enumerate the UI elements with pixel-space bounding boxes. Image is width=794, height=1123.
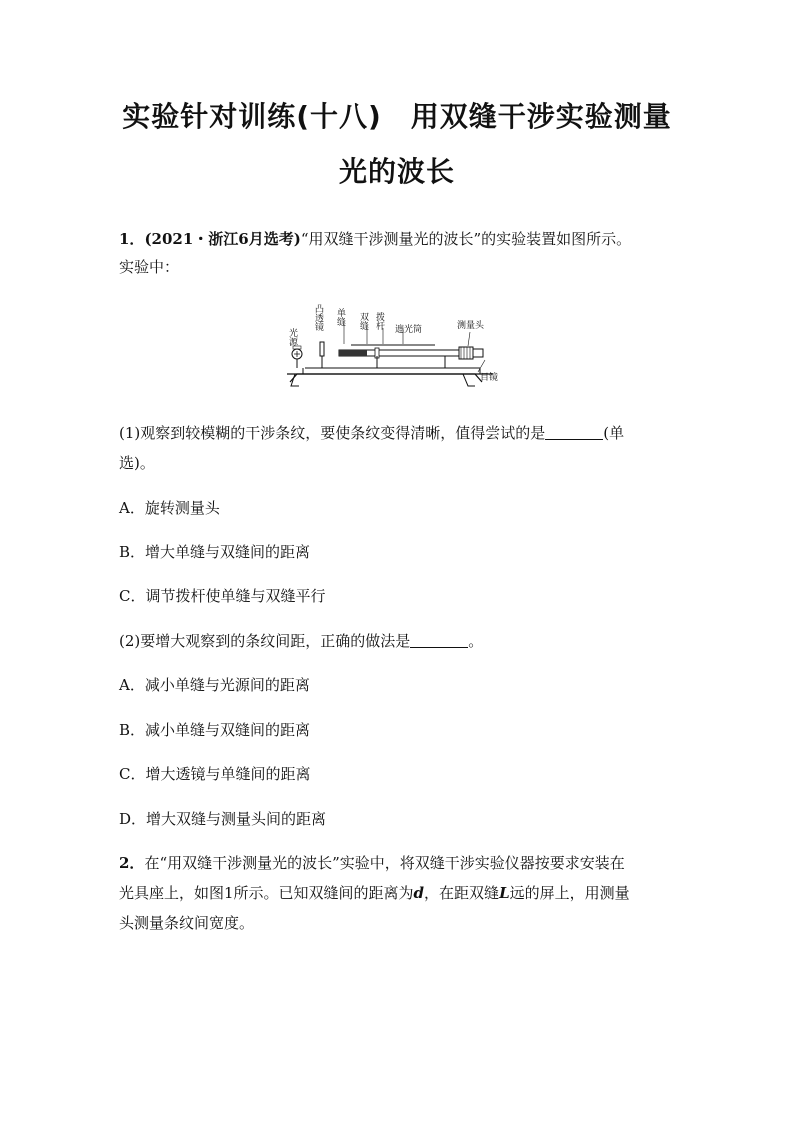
label-double-slit: 双缝 (358, 312, 368, 330)
q1-sub1-stem-line2: 选)。 (119, 454, 155, 472)
q1-sub1-option-b: B．增大单缝与双缝间的距离 (119, 543, 311, 561)
optical-bench (287, 368, 493, 386)
answer-blank[interactable] (545, 425, 603, 440)
q1-sub2-option-b: B．减小单缝与双缝间的距离 (119, 721, 311, 739)
q2-stem-text: 在“用双缝干涉测量光的波长”实验中，将双缝干涉实验仪器按要求安装在 (144, 854, 625, 872)
label-shade-tube: 遮光筒 (395, 325, 423, 335)
q2-stem-line3: 头测量条纹间宽度。 (119, 914, 255, 932)
q2-text-a: 光具座上，如图1所示。已知双缝间的距离为 (119, 884, 414, 902)
q2-text-c: 远的屏上，用测量 (509, 884, 630, 902)
q1-sub2-stem-suffix: 。 (468, 632, 484, 650)
q1-sub1-stem-text: (1)观察到较模糊的干涉条纹，要使条纹变得清晰，值得尝试的是 (119, 424, 546, 442)
apparatus-diagram (285, 300, 510, 392)
q1-stem-line1 (119, 228, 631, 249)
label-eyepiece: 目镜 (480, 373, 499, 383)
label-convex-lens: 凸透镜 (313, 304, 323, 331)
q1-sub1-option-c: C．调节拨杆使单缝与双缝平行 (119, 587, 326, 605)
label-light-source: 光源 (287, 328, 297, 346)
q1-sub2-stem (119, 630, 483, 651)
q2-stem-line2 (119, 882, 630, 903)
page-title-line1: 实验针对训练(十八) 用双缝干涉实验测量 (122, 100, 672, 133)
label-measuring-head: 测量头 (457, 321, 485, 331)
q1-sub1-stem-suffix: (单 (603, 424, 625, 442)
q1-source: (2021・浙江6月选考) (144, 230, 301, 248)
q1-stem-text: “用双缝干涉测量光的波长”的实验装置如图所示。 (300, 230, 632, 248)
label-lever: 拨杆 (374, 312, 384, 330)
q2-text-b: ，在距双缝 (424, 884, 500, 902)
q1-number: 1． (119, 230, 145, 248)
page-title-line2: 光的波长 (338, 155, 455, 188)
q2-number: 2． (119, 854, 145, 872)
q1-sub2-option-d: D．增大双缝与测量头间的距离 (119, 810, 327, 828)
variable-l: L (499, 884, 510, 902)
light-source-icon (292, 346, 302, 368)
label-single-slit: 单缝 (335, 308, 345, 326)
q1-sub2-option-c: C．增大透镜与单缝间的距离 (119, 765, 311, 783)
q1-sub2-option-a: A．减小单缝与光源间的距离 (119, 676, 310, 694)
answer-blank[interactable] (410, 633, 468, 648)
q1-sub2-stem-text: (2)要增大观察到的条纹间距，正确的做法是 (119, 632, 411, 650)
q1-sub1-option-a: A．旋转测量头 (119, 499, 220, 517)
variable-d: d (413, 884, 425, 902)
shade-tube (339, 345, 459, 368)
measuring-head-icon (459, 347, 483, 359)
convex-lens-icon (320, 342, 324, 368)
q1-sub1-stem-line1 (119, 422, 624, 443)
q1-stem-line2: 实验中： (119, 258, 180, 276)
q2-stem-line1 (119, 852, 625, 873)
